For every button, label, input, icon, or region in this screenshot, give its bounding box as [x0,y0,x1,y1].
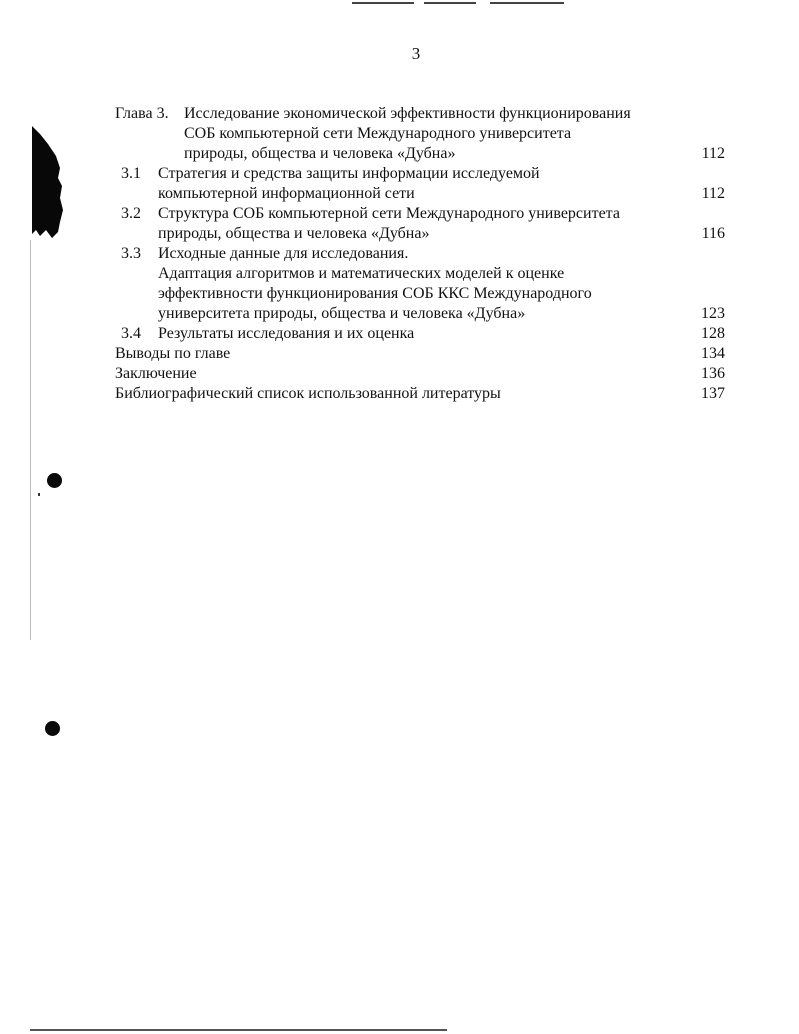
section-title-line: Исходные данные для исследования. [158,245,409,262]
toc-section-row [115,204,727,224]
toc-section-row [115,304,727,324]
scan-bottom-rule [30,1029,447,1031]
toc-entry-row [115,344,727,364]
punch-hole [47,473,62,488]
section-title-line: природы, общества и человека «Дубна» [158,225,430,242]
section-number: 3.4 [121,325,141,342]
toc-page-number: 112 [701,185,725,202]
section-title-line: Структура СОБ компьютерной сети Международного университета [158,205,620,222]
section-number: 3.2 [121,205,141,222]
toc-page-number: 128 [701,325,725,342]
toc-entry-title: Библиографический список использованной литературы [115,385,501,402]
toc-entry-row [115,364,727,384]
toc-page-number: 112 [701,145,725,162]
toc-section-row [115,284,727,304]
toc-entry-title: Заключение [115,365,197,382]
scan-binding-blot [30,126,70,244]
toc-entry-title: Выводы по главе [115,345,231,362]
scan-top-rule [352,2,414,4]
section-title-line: Результаты исследования и их оценка [158,325,415,342]
toc-chapter-row [115,144,727,164]
page-number: 3 [411,44,421,63]
toc-section-row [115,184,727,204]
toc-page-number: 137 [701,385,725,402]
section-number: 3.1 [121,165,141,182]
toc-section-row [115,244,727,264]
section-title-line: университета природы, общества и человека «Дубна» [158,305,526,322]
toc-section-row [115,264,727,284]
toc-chapter-row [115,124,727,144]
toc-page-number: 123 [701,305,725,322]
toc-section-row [115,224,727,244]
section-title-line: Адаптация алгоритмов и математических моделей к оценке [158,265,565,282]
toc-chapter-row [115,104,727,124]
scan-speck [38,493,40,496]
chapter-label: Глава 3. [115,105,169,122]
table-of-contents [115,104,727,404]
section-number: 3.3 [121,245,141,262]
toc-entry-row [115,384,727,404]
chapter-title-line: Исследование экономической эффективности функционирования [184,105,631,122]
toc-page-number: 134 [701,345,725,362]
toc-section-row [115,164,727,184]
scan-top-rule [424,2,476,4]
toc-page-number: 116 [701,225,725,242]
toc-page-number: 136 [701,365,725,382]
punch-hole [45,721,60,736]
section-title-line: компьютерной информационной сети [158,185,415,202]
chapter-title-line: СОБ компьютерной сети Международного университета [184,125,572,142]
scan-edge-line [30,240,31,640]
section-title-line: эффективности функционирования СОБ ККС Международного [158,285,592,302]
toc-section-row [115,324,727,344]
chapter-title-line: природы, общества и человека «Дубна» [184,145,456,162]
section-title-line: Стратегия и средства защиты информации исследуемой [158,165,540,182]
scan-top-rule [490,2,564,4]
